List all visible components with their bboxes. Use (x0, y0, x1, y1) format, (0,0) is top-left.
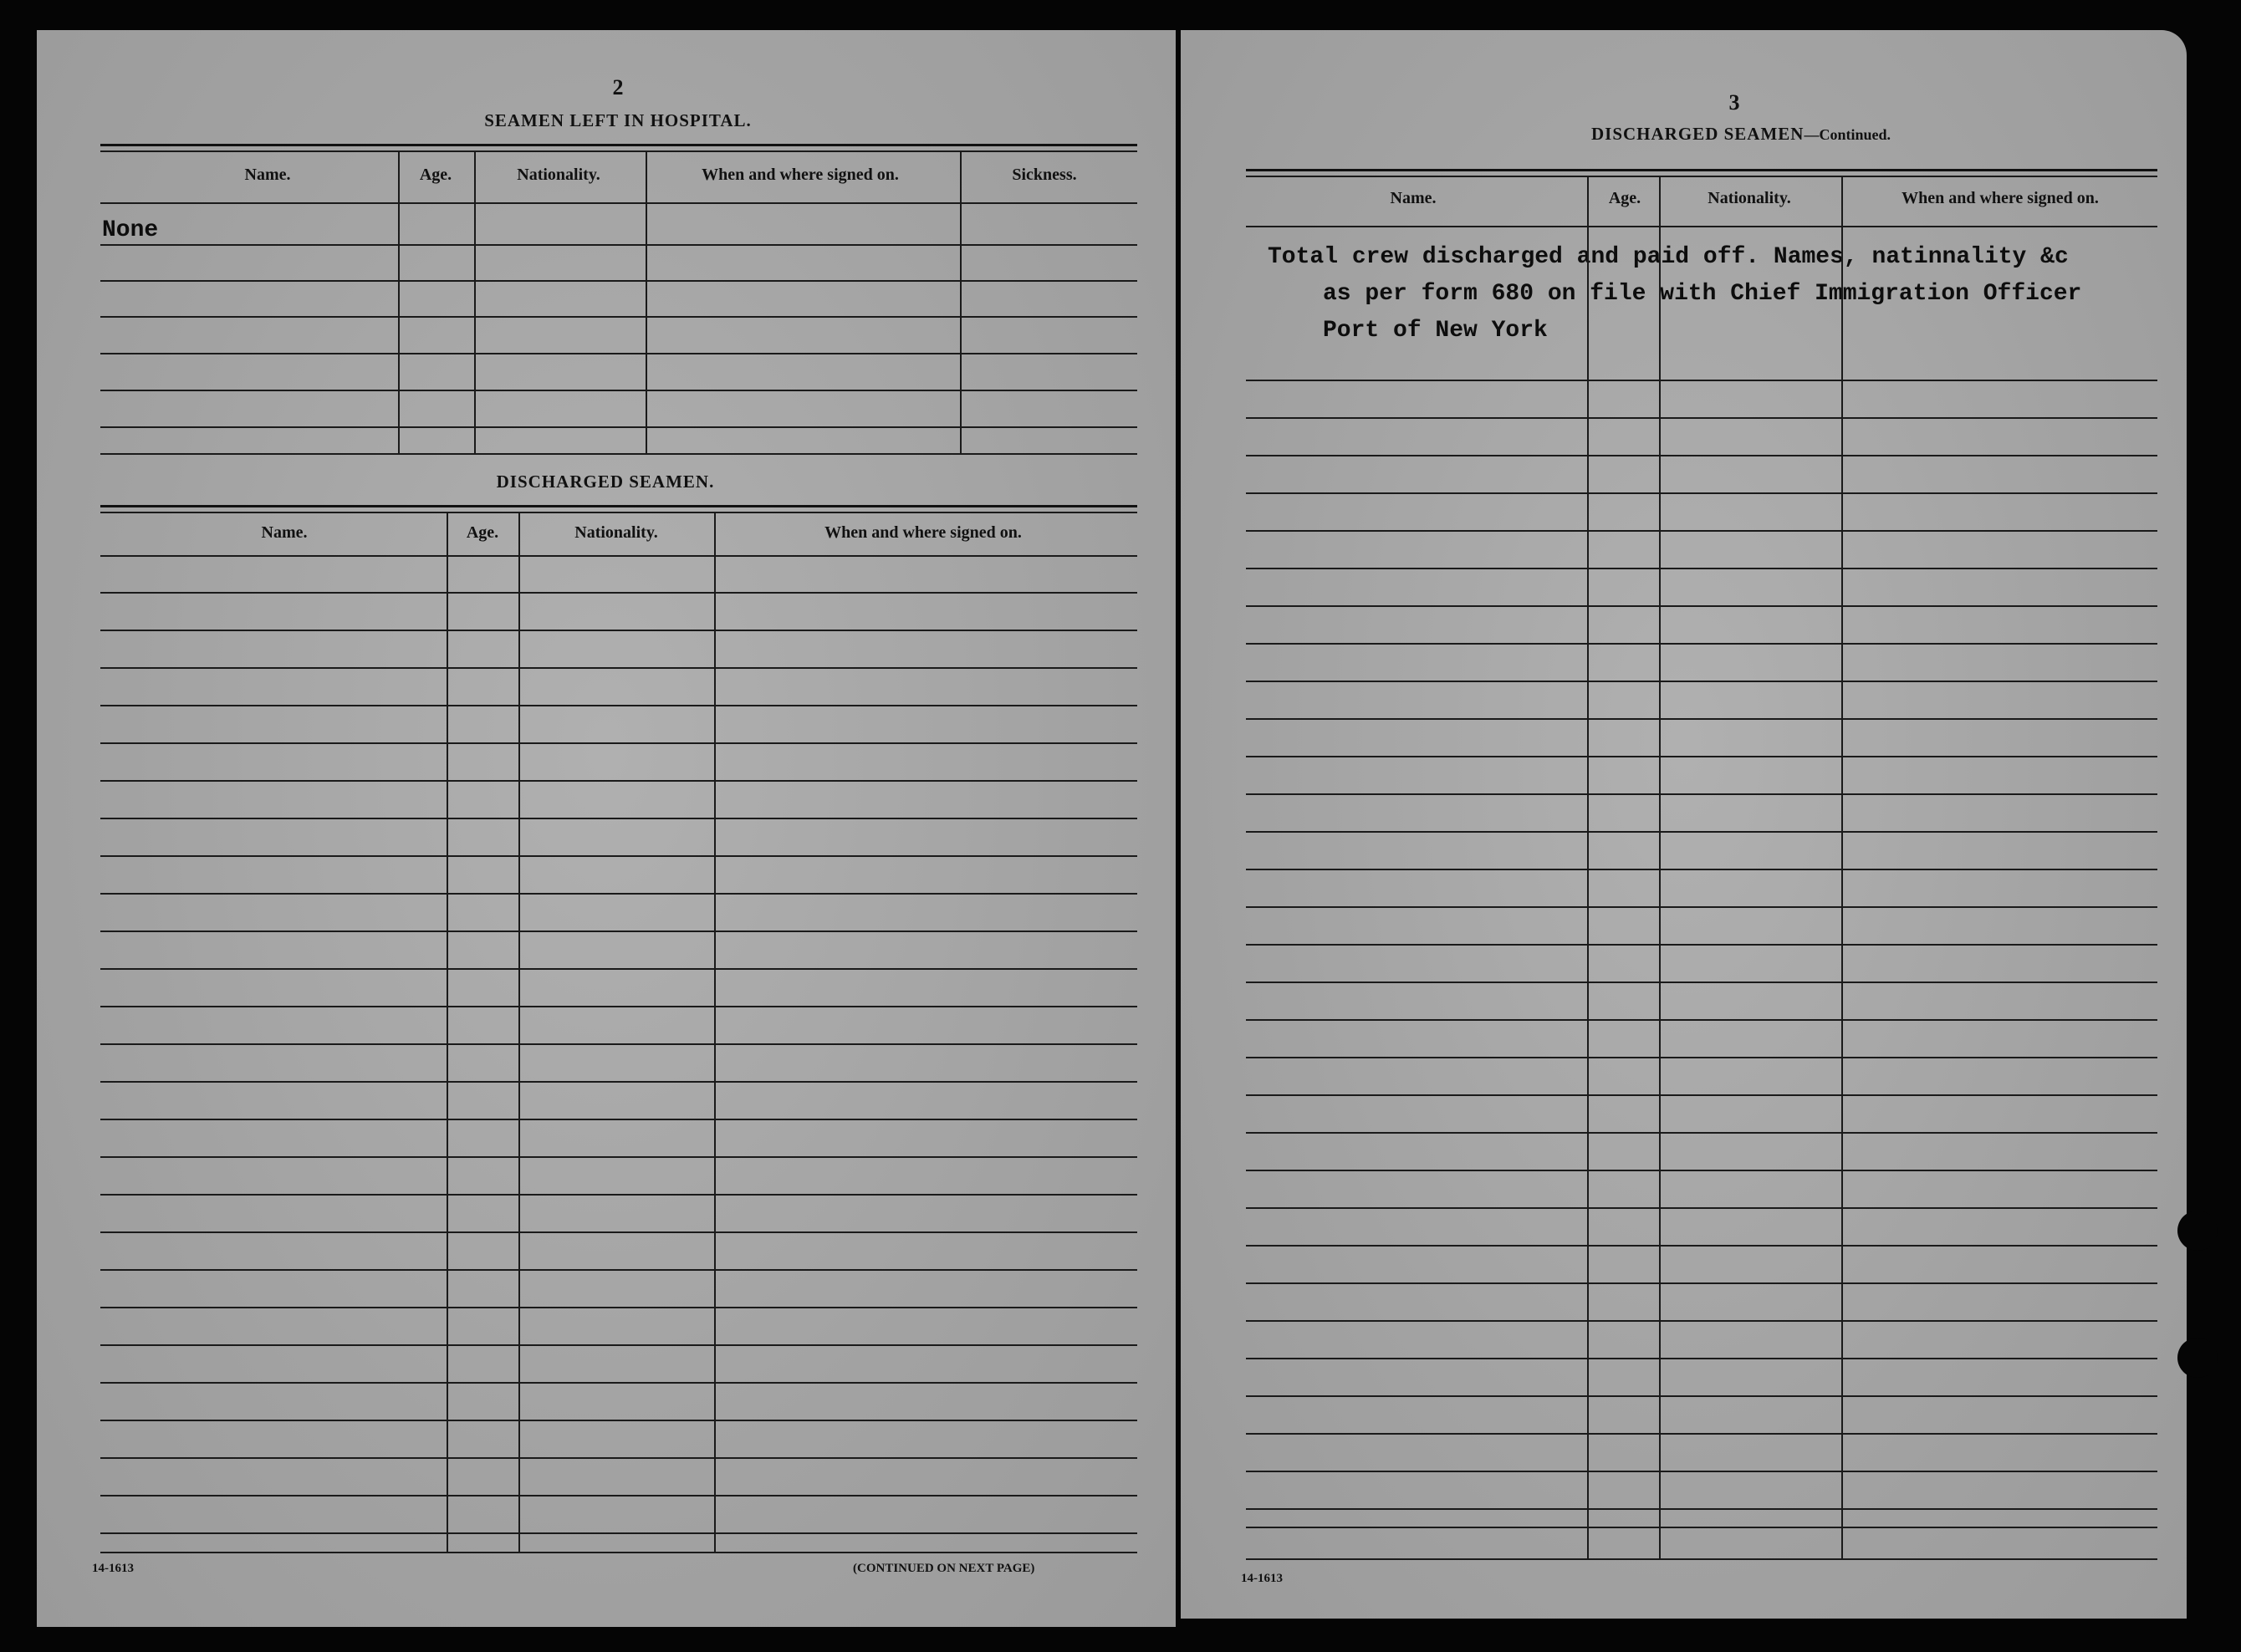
row-rule (1246, 982, 2157, 983)
row-rule (1246, 380, 2157, 381)
header-rule (100, 555, 1137, 557)
row-rule (1246, 1527, 2157, 1528)
row-rule (100, 893, 1137, 895)
typed-line-2: as per form 680 on file with Chief Immigration Officer (1323, 281, 2082, 307)
column-divider (1659, 176, 1661, 1558)
row-rule (100, 1382, 1137, 1384)
column-header-name: Name. (261, 523, 308, 542)
form-number: 14-1613 (92, 1562, 134, 1575)
row-rule (100, 1119, 1137, 1120)
column-divider (1841, 176, 1843, 1558)
row-rule (1246, 756, 2157, 757)
row-rule (100, 1194, 1137, 1196)
column-header-nationality: Nationality. (1708, 189, 1791, 207)
row-rule (1246, 869, 2157, 870)
column-divider (646, 150, 647, 453)
punch-hole (2177, 1211, 2218, 1251)
table-top-rule (1246, 169, 2157, 171)
title-main: DISCHARGED SEAMEN (1591, 124, 1805, 144)
row-rule (100, 1231, 1137, 1233)
row-rule (100, 1344, 1137, 1346)
row-rule (1246, 1170, 2157, 1171)
row-rule (1246, 1019, 2157, 1021)
row-rule (1246, 681, 2157, 682)
row-rule (100, 1457, 1137, 1459)
row-rule (100, 280, 1137, 282)
table-top-rule (100, 150, 1137, 152)
row-rule (1246, 1358, 2157, 1359)
row-rule (1246, 1282, 2157, 1284)
row-rule (1246, 831, 2157, 833)
column-header-signed-on: When and where signed on. (824, 523, 1022, 542)
row-rule (100, 390, 1137, 391)
row-rule (100, 1269, 1137, 1271)
row-rule (100, 1307, 1137, 1308)
row-rule (1246, 1471, 2157, 1472)
typed-line-3: Port of New York (1323, 318, 1548, 344)
row-rule (1246, 1245, 2157, 1247)
row-rule (100, 667, 1137, 669)
table-top-rule (100, 505, 1137, 507)
column-header-nationality: Nationality. (574, 523, 658, 542)
row-rule (1246, 605, 2157, 607)
row-rule (1246, 1057, 2157, 1058)
row-rule (1246, 568, 2157, 569)
row-rule (1246, 793, 2157, 795)
table-bottom-rule (100, 1552, 1137, 1553)
row-rule (1246, 1207, 2157, 1209)
title-suffix: —Continued. (1804, 126, 1891, 143)
column-divider (960, 150, 962, 453)
row-rule (1246, 1433, 2157, 1435)
column-header-sickness: Sickness. (1012, 166, 1077, 184)
row-rule (100, 742, 1137, 744)
form-number: 14-1613 (1241, 1572, 1283, 1585)
header-rule (100, 202, 1137, 204)
table-top-rule (100, 144, 1137, 146)
discharged-continued-title (1549, 124, 1933, 145)
row-rule (100, 592, 1137, 594)
column-header-age: Age. (466, 523, 499, 542)
row-rule (1246, 1320, 2157, 1322)
row-rule (1246, 1132, 2157, 1134)
column-header-signed-on: When and where signed on. (1902, 189, 2099, 207)
row-rule (1246, 718, 2157, 720)
row-rule (100, 968, 1137, 970)
row-rule (100, 244, 1137, 246)
table-top-rule (1246, 176, 2157, 177)
column-header-name: Name. (1390, 189, 1437, 207)
column-header-nationality: Nationality. (517, 166, 600, 184)
row-rule (100, 931, 1137, 932)
row-rule (1246, 1508, 2157, 1510)
column-divider (398, 150, 400, 453)
row-rule (1246, 417, 2157, 419)
page-number: 3 (1728, 90, 1740, 115)
right-page (1181, 30, 2187, 1619)
column-header-age: Age. (1608, 189, 1641, 207)
column-divider (714, 512, 716, 1552)
row-rule (100, 1532, 1137, 1534)
row-rule (1246, 1395, 2157, 1397)
continued-note: (CONTINUED ON NEXT PAGE) (853, 1562, 1035, 1575)
row-rule (1246, 906, 2157, 908)
column-divider (1587, 176, 1589, 1558)
row-rule (100, 1043, 1137, 1045)
row-rule (100, 1495, 1137, 1496)
row-rule (100, 316, 1137, 318)
row-rule (1246, 530, 2157, 532)
row-rule (1246, 455, 2157, 456)
row-rule (100, 630, 1137, 631)
row-rule (100, 426, 1137, 428)
column-divider (474, 150, 476, 453)
column-divider (518, 512, 520, 1552)
row-rule (1246, 492, 2157, 494)
row-rule (1246, 643, 2157, 645)
table-bottom-rule (1246, 1558, 2157, 1560)
hospital-section-title: SEAMEN LEFT IN HOSPITAL. (484, 110, 752, 130)
row-rule (100, 1081, 1137, 1083)
row-rule (100, 353, 1137, 354)
typed-line-1: Total crew discharged and paid off. Names, natinnality &c (1268, 244, 2069, 270)
column-divider (447, 512, 448, 1552)
table-top-rule (100, 512, 1137, 513)
row-rule (100, 1156, 1137, 1158)
row-rule (100, 780, 1137, 782)
row-rule (1246, 1094, 2157, 1096)
row-rule (1246, 944, 2157, 946)
row-rule (100, 705, 1137, 706)
row-rule (100, 818, 1137, 819)
row-rule (100, 855, 1137, 857)
punch-hole (2177, 1338, 2218, 1378)
hospital-entry: None (102, 217, 159, 243)
discharged-section-title: DISCHARGED SEAMEN. (496, 472, 715, 492)
row-rule (100, 1420, 1137, 1421)
left-page (37, 30, 1176, 1627)
page-number: 2 (612, 75, 624, 99)
column-header-age: Age. (419, 166, 452, 184)
column-header-name: Name. (244, 166, 291, 184)
column-header-signed-on: When and where signed on. (702, 166, 899, 184)
table-bottom-rule (100, 453, 1137, 455)
row-rule (100, 1006, 1137, 1007)
header-rule (1246, 226, 2157, 227)
